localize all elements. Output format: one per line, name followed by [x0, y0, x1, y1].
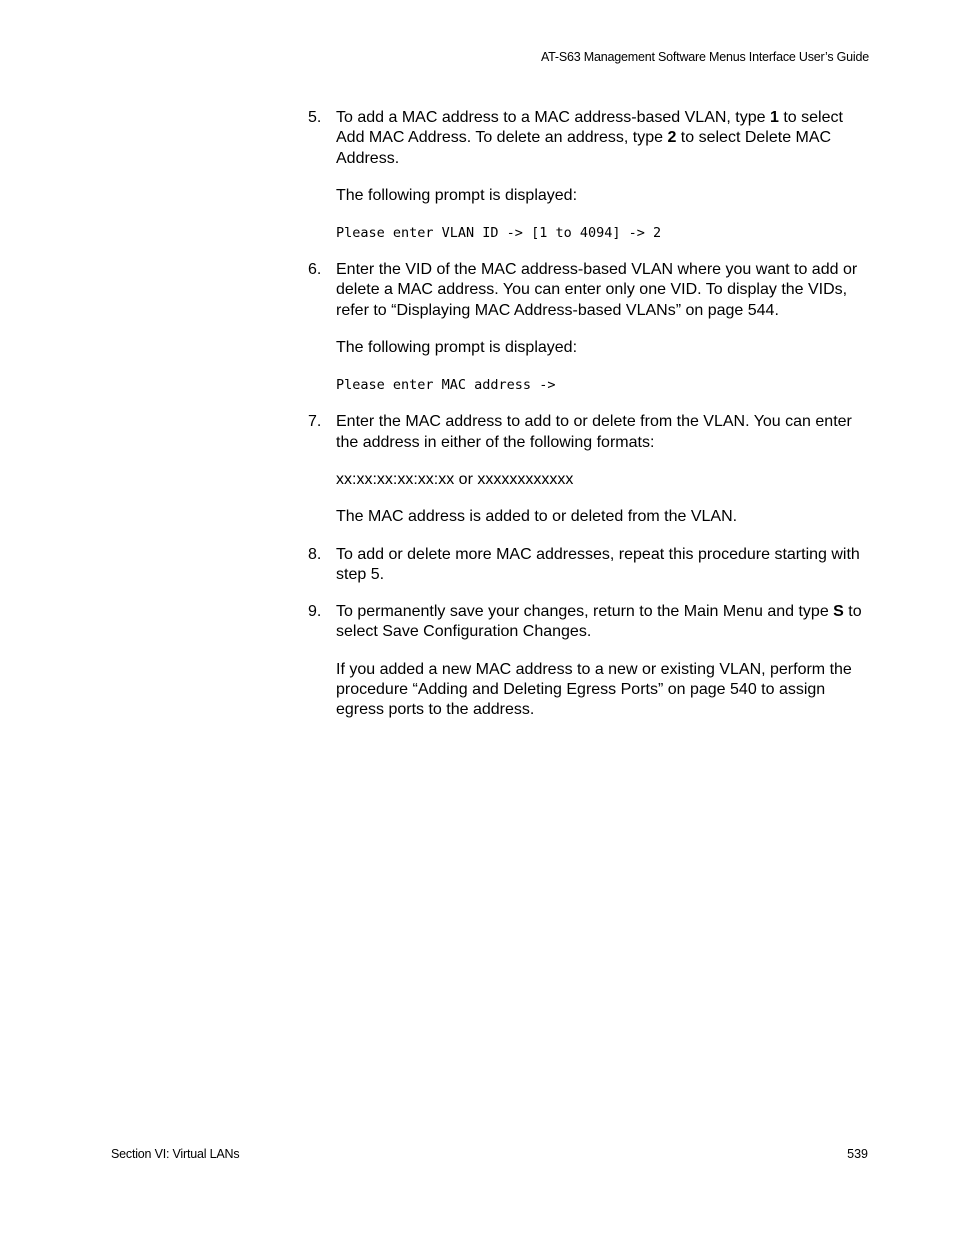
option-1-key: 1: [770, 109, 779, 126]
step-7-instruction: Enter the MAC address to add to or delete from the VLAN. You can enter the address in either of the following formats:: [336, 413, 852, 451]
footer-section: Section VI: Virtual LANs: [111, 1147, 240, 1161]
step-number: 9.: [308, 603, 322, 621]
step-number: 5.: [308, 109, 322, 126]
step-8: [308, 545, 873, 586]
running-header: AT-S63 Management Software Menus Interface User’s Guide: [540, 50, 869, 64]
step-7-result: The MAC address is added to or deleted from the VLAN.: [336, 508, 738, 526]
step-8-instruction: To add or delete more MAC addresses, repeat this procedure starting with step 5.: [336, 545, 860, 583]
save-key: S: [833, 603, 844, 621]
option-2-key: 2: [667, 129, 677, 147]
step-5: [308, 108, 873, 243]
step-number: 6.: [308, 261, 322, 279]
vlan-id-prompt: Please enter VLAN ID -> [1 to 4094] -> 2: [336, 225, 662, 242]
prompt-intro: The following prompt is displayed:: [336, 339, 578, 357]
page-body: [308, 108, 873, 721]
mac-formats: xx:xx:xx:xx:xx:xx or xxxxxxxxxxxx: [336, 470, 574, 488]
step-9-instruction: To permanently save your changes, return to the Main Menu and type S to select Save Configuration Changes.: [336, 603, 862, 641]
step-9-note: If you added a new MAC address to a new or existing VLAN, perform the procedure “Adding and Deleting Egress Ports” on page 540 to assign egress ports to the address.: [336, 660, 852, 719]
step-6-instruction: Enter the VID of the MAC address-based VLAN where you want to add or delete a MAC address. You can enter only one VID. To display the VIDs, refer to “Displaying MAC Address-based VLANs” on page 544.: [336, 261, 858, 319]
step-number: 7.: [308, 413, 322, 431]
step-number: 8.: [308, 545, 322, 563]
page-number: 539: [847, 1147, 868, 1161]
step-9: [308, 602, 873, 720]
step-6: [308, 260, 873, 395]
prompt-intro: The following prompt is displayed:: [336, 186, 578, 204]
step-5-instruction: To add a MAC address to a MAC address-based VLAN, type 1 to select Add MAC Address. To delete an address, type 2 to select Delete MAC Address.: [336, 109, 843, 167]
step-7: [308, 412, 873, 527]
mac-address-prompt: Please enter MAC address ->: [336, 377, 556, 394]
